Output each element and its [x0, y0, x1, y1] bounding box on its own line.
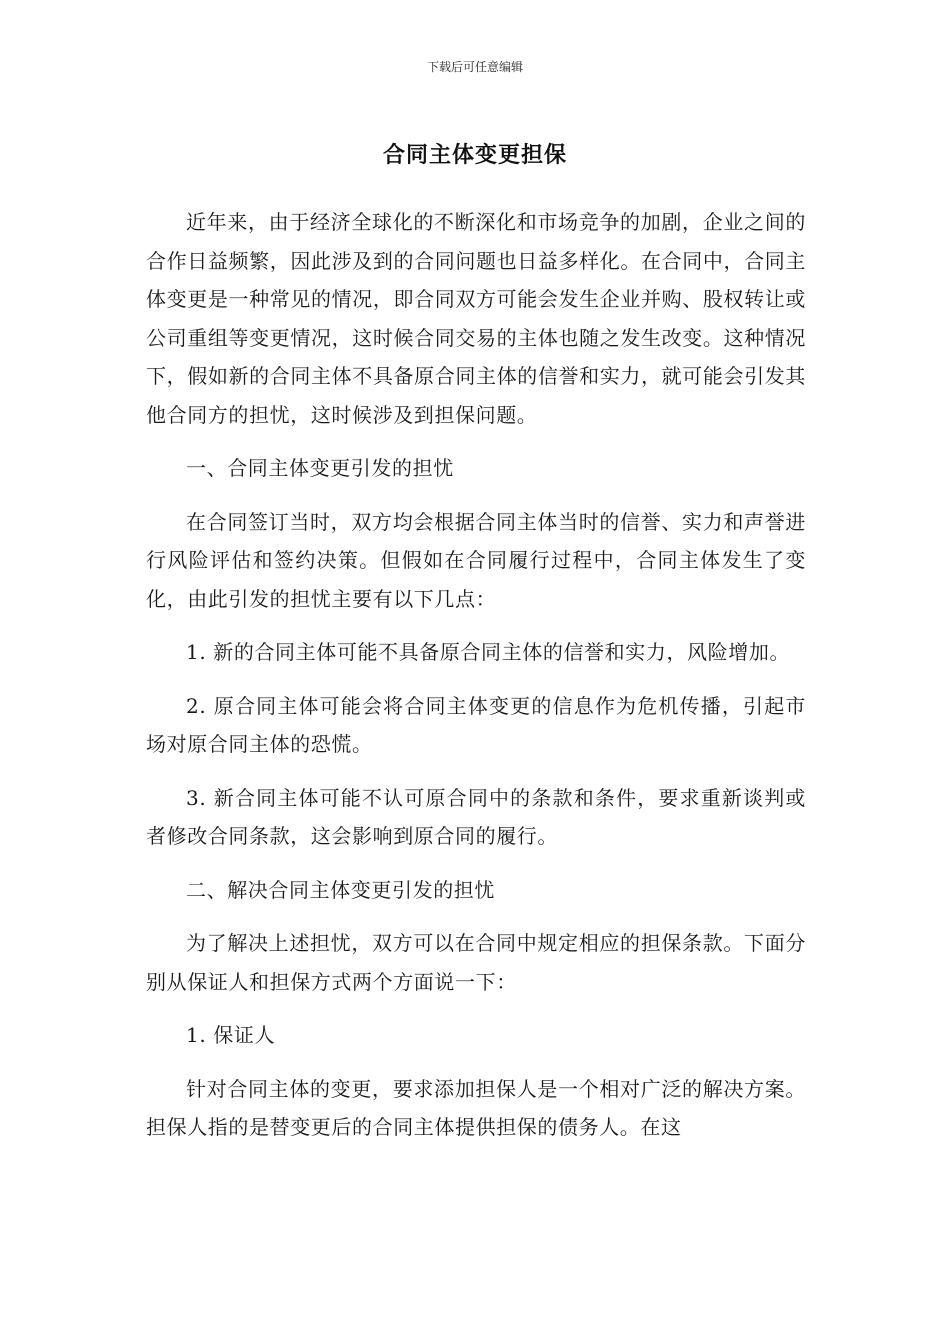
paragraph-section-1: 在合同签订当时，双方均会根据合同主体当时的信誉、实力和声誉进行风险评估和签约决策。但假如在合同履行过程中，合同主体发生了变化，由此引发的担忧主要有以下几点：	[146, 509, 806, 611]
section-heading-1: 一、合同主体变更引发的担忧	[186, 456, 454, 480]
header-note: 下载后可任意编辑	[426, 60, 523, 74]
paragraph-guarantor: 针对合同主体的变更，要求添加担保人是一个相对广泛的解决方案。担保人指的是替变更后的合同主体提供担保的债务人。在这	[146, 1076, 806, 1139]
list-item-3: 3. 新合同主体可能不认可原合同中的条款和条件，要求重新谈判或者修改合同条款，这会影响到原合同的履行。	[146, 785, 806, 848]
subheading-guarantor: 1. 保证人	[186, 1023, 276, 1047]
document-title: 合同主体变更担保	[382, 143, 567, 168]
paragraph-section-2: 为了解决上述担忧，双方可以在合同中规定相应的担保条款。下面分别从保证人和担保方式两个方面说一下：	[146, 931, 806, 994]
list-item-2: 2. 原合同主体可能会将合同主体变更的信息作为危机传播，引起市场对原合同主体的恐慌。	[146, 693, 806, 756]
list-item-1: 1. 新的合同主体可能不具备原合同主体的信誉和实力，风险增加。	[186, 640, 791, 664]
paragraph-intro: 近年来，由于经济全球化的不断深化和市场竞争的加剧，企业之间的合作日益频繁，因此涉及到的合同问题也日益多样化。在合同中，合同主体变更是一种常见的情况，即合同双方可能会发生企业并购、股权转让或公司重组等变更情况，这时候合同交易的主体也随之发生改变。这种情况下，假如新的合同主体不具备原合同主体的信誉和实力，就可能会引发其他合同方的担忧，这时候涉及到担保问题。	[146, 210, 806, 427]
document-body	[146, 203, 806, 1162]
section-heading-2: 二、解决合同主体变更引发的担忧	[186, 877, 495, 902]
